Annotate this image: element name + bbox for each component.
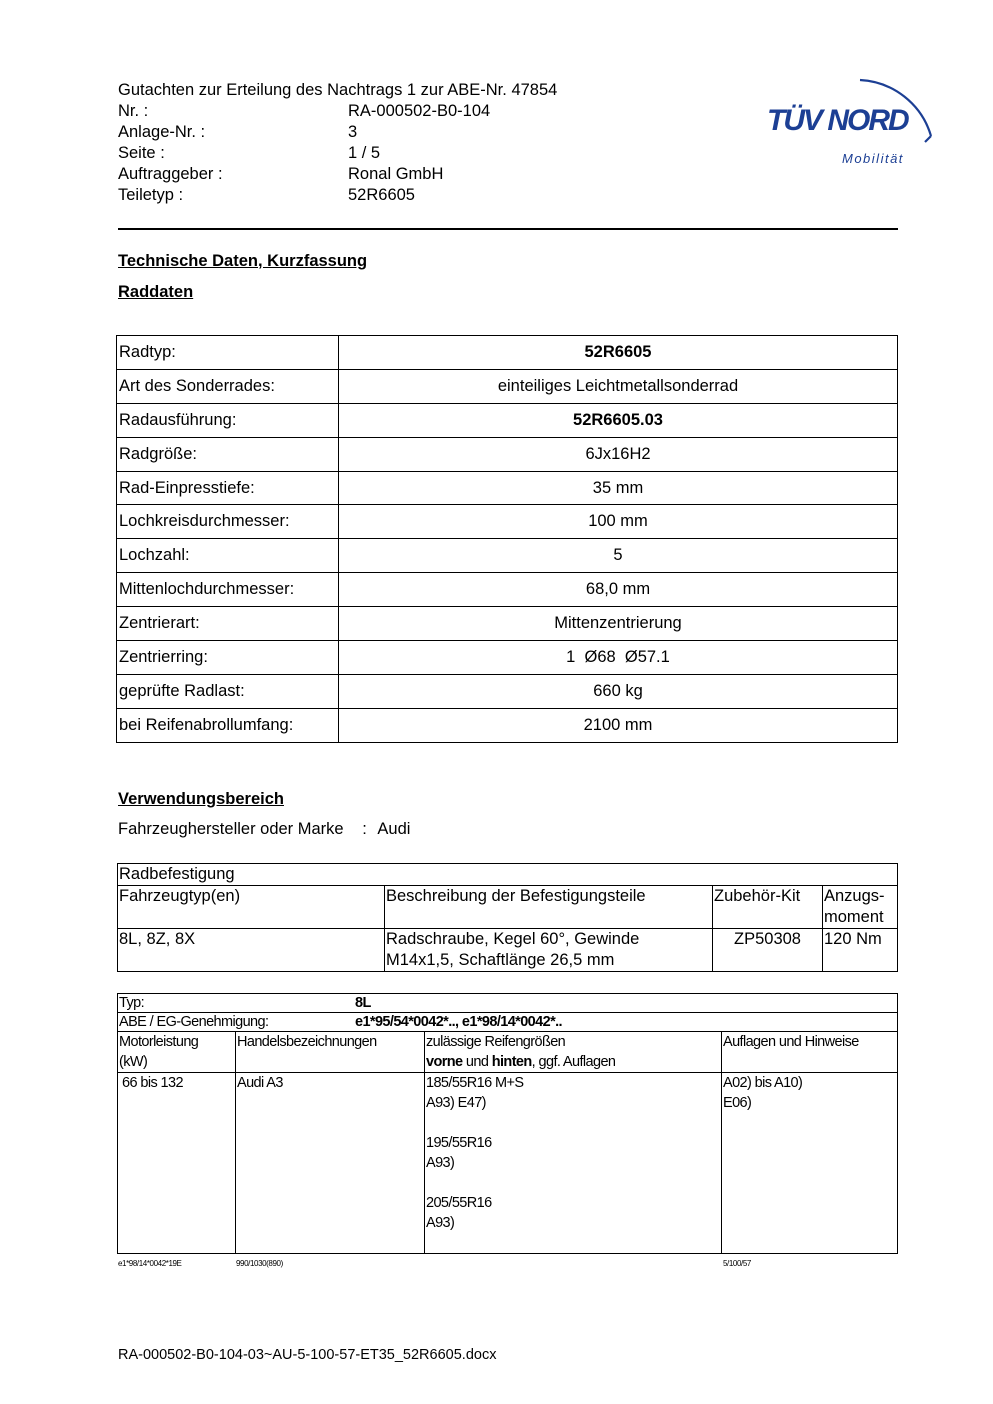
table-row: Lochkreisdurchmesser: 100 mm [117, 505, 898, 539]
radbefestigung-table [117, 863, 898, 972]
raddaten-table [116, 335, 898, 743]
table-row: Mittenlochdurchmesser: 68,0 mm [117, 573, 898, 607]
hersteller-sep: : [362, 820, 367, 838]
typ-footnote-right: 5/100/57 [723, 1259, 751, 1268]
table-row: ABE / EG-Genehmigung: e1*95/54*0042*.., e1*98/14*0042*.. [118, 1013, 898, 1032]
raddaten-title: Raddaten [118, 283, 194, 301]
table-row: Radgröße: 6Jx16H2 [117, 437, 898, 471]
table-row: Rad-Einpresstiefe: 35 mm [117, 471, 898, 505]
hersteller-line [118, 820, 410, 839]
header-field: Seite : 1 / 5 [118, 144, 381, 162]
tire-size: 185/55R16 M+S [426, 1075, 524, 1091]
logo-subtitle: Mobilität [842, 151, 904, 166]
typ-footnote-mid: 990/1030(890) [236, 1259, 283, 1268]
document-header [118, 80, 557, 206]
tire-notes: A93) [426, 1155, 455, 1171]
header-field: Anlage-Nr. : 3 [118, 123, 358, 141]
header-field: Teiletyp : 52R6605 [118, 186, 415, 204]
logo-wordmark: TÜV NORD [767, 104, 908, 137]
table-row: Radtyp: 52R6605 [117, 336, 898, 370]
table-row: 8L, 8Z, 8X Radschraube, Kegel 60°, Gewinde M14x1,5, Schaftlänge 26,5 mm ZP50308 120 Nm [118, 929, 898, 972]
hersteller-label: Fahrzeughersteller oder Marke [118, 820, 344, 838]
table-row: Zentrierring: 1 Ø68 Ø57.1 [117, 641, 898, 675]
table-row: Fahrzeugtyp(en) Beschreibung der Befestigungsteile Zubehör-Kit Anzugs- moment [118, 886, 898, 929]
tuv-nord-logo [765, 58, 940, 173]
typ-table [117, 993, 898, 1254]
typ-footnote-left: e1*98/14*0042*19E [118, 1259, 182, 1268]
table-row: bei Reifenabrollumfang: 2100 mm [117, 708, 898, 742]
table-row: Zentrierart: Mittenzentrierung [117, 607, 898, 641]
table-row: Art des Sonderrades: einteiliges Leichtmetallsonderrad [117, 369, 898, 403]
document-footer: RA-000502-B0-104-03~AU-5-100-57-ET35_52R6605.docx [118, 1347, 497, 1363]
section-title: Technische Daten, Kurzfassung [118, 252, 368, 270]
table-row: Radausführung: 52R6605.03 [117, 403, 898, 437]
tire-notes: A93) [426, 1215, 455, 1231]
table-row: Motorleistung (kW) Handelsbezeichnungen zulässige Reifengrößen vorne und hinten, ggf. Auflagen Auflagen und Hinweise [118, 1032, 898, 1073]
header-divider [118, 228, 898, 230]
tire-size: 195/55R16 [426, 1135, 492, 1151]
table-row: Typ: 8L [118, 994, 898, 1013]
table-row [118, 864, 898, 886]
document-title: Gutachten zur Erteilung des Nachtrags 1 zur ABE-Nr. 47854 [118, 81, 558, 99]
radbefestigung-title: Radbefestigung [118, 864, 898, 886]
verwendung-title: Verwendungsbereich [118, 790, 284, 808]
header-field: Auftraggeber : Ronal GmbH [118, 165, 444, 183]
table-row: 66 bis 132 Audi A3 185/55R16 M+S A93) E47) 195/55R16 A93) 205/55R16 A93) A02) bis A10) E06) [118, 1073, 898, 1254]
table-row: geprüfte Radlast: 660 kg [117, 674, 898, 708]
hersteller-value: Audi [377, 820, 411, 838]
tire-notes: A93) E47) [426, 1095, 486, 1111]
table-row: Lochzahl: 5 [117, 539, 898, 573]
header-field: Nr. : RA-000502-B0-104 [118, 102, 491, 120]
tire-size: 205/55R16 [426, 1195, 492, 1211]
